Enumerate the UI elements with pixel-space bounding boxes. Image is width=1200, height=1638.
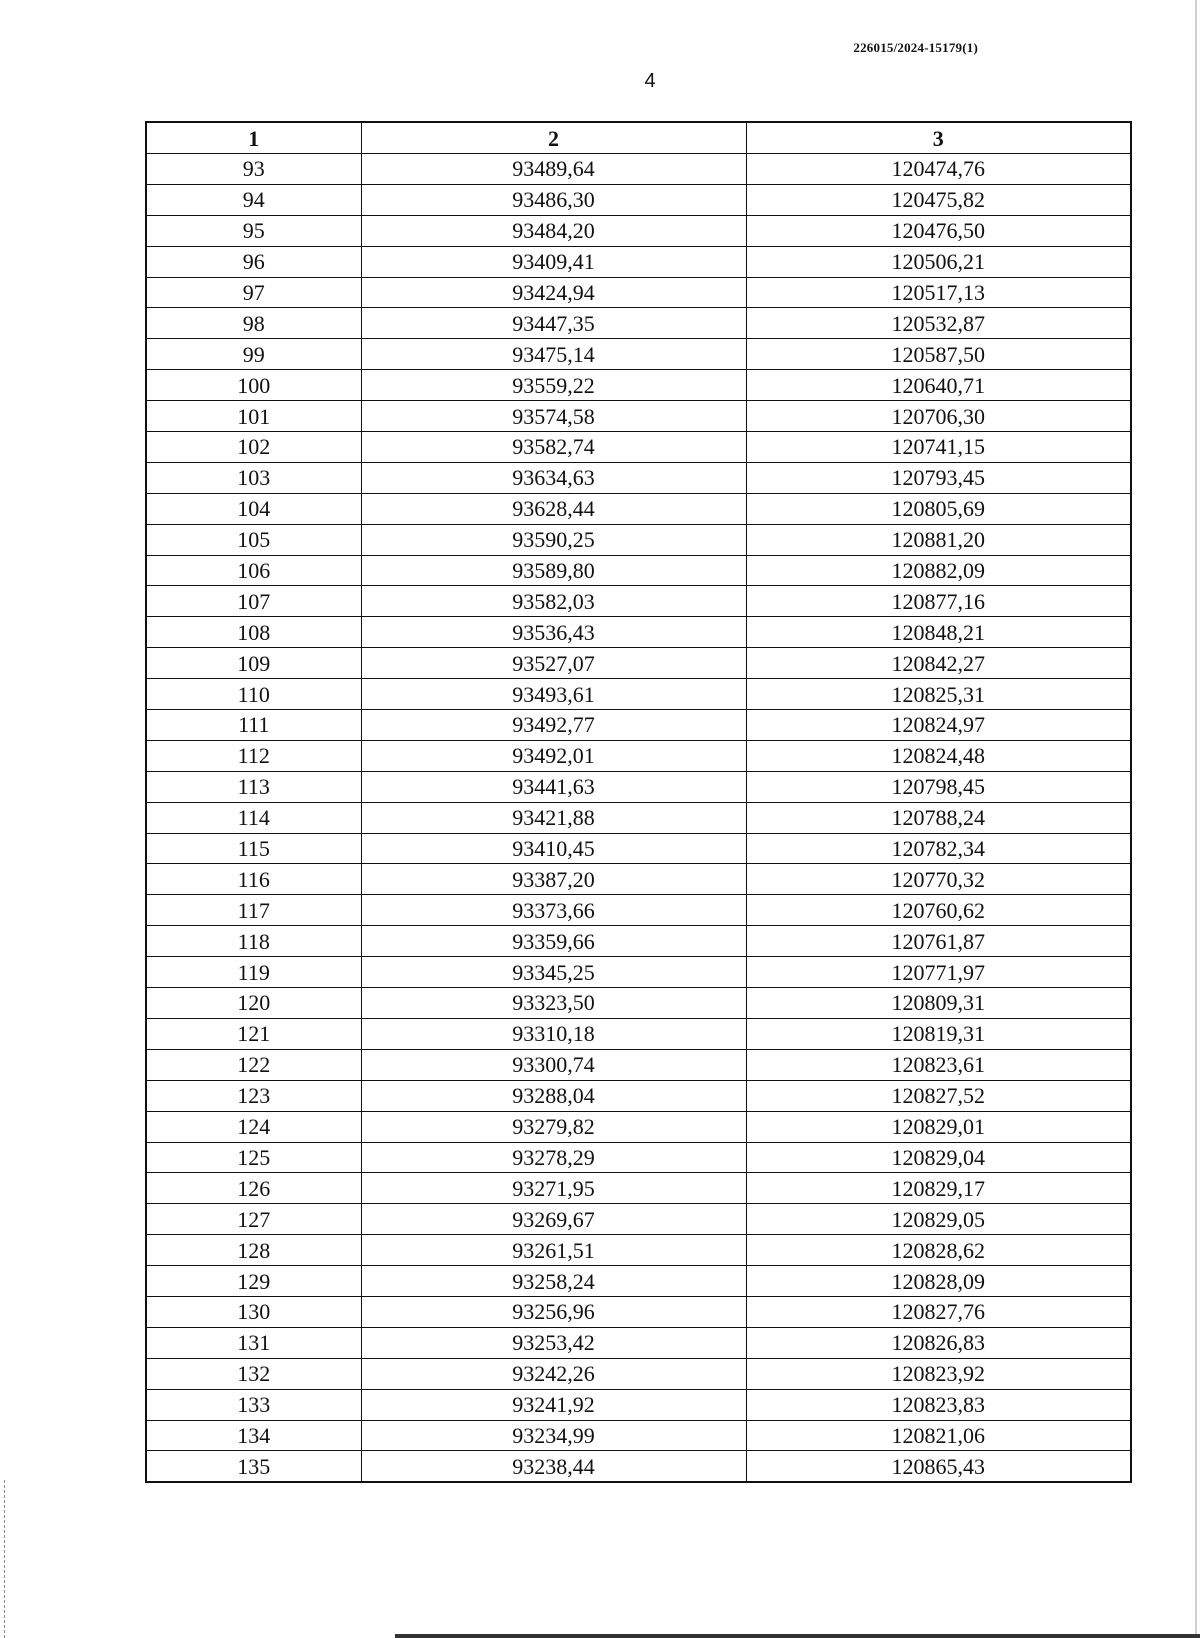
table-row — [146, 154, 1131, 185]
x-coordinate-cell: 93424,94 — [361, 277, 746, 308]
x-coordinate-cell: 93359,66 — [361, 926, 746, 957]
y-coordinate-cell: 120842,27 — [746, 648, 1131, 679]
x-coordinate-cell: 93410,45 — [361, 833, 746, 864]
y-coordinate-cell: 120828,62 — [746, 1235, 1131, 1266]
table-row — [146, 1080, 1131, 1111]
table-row — [146, 771, 1131, 802]
x-coordinate-cell: 93421,88 — [361, 802, 746, 833]
y-coordinate-cell: 120760,62 — [746, 895, 1131, 926]
table-row — [146, 988, 1131, 1019]
x-coordinate-cell: 93278,29 — [361, 1142, 746, 1173]
table-row — [146, 1049, 1131, 1080]
y-coordinate-cell: 120829,05 — [746, 1204, 1131, 1235]
x-coordinate-cell: 93441,63 — [361, 771, 746, 802]
x-coordinate-cell: 93234,99 — [361, 1420, 746, 1451]
point-number-cell: 135 — [146, 1451, 361, 1482]
table-row — [146, 864, 1131, 895]
x-coordinate-cell: 93323,50 — [361, 988, 746, 1019]
y-coordinate-cell: 120829,04 — [746, 1142, 1131, 1173]
table-row — [146, 586, 1131, 617]
x-coordinate-cell: 93258,24 — [361, 1266, 746, 1297]
y-coordinate-cell: 120823,83 — [746, 1389, 1131, 1420]
table-header-row — [146, 122, 1131, 154]
y-coordinate-cell: 120881,20 — [746, 524, 1131, 555]
y-coordinate-cell: 120761,87 — [746, 926, 1131, 957]
x-coordinate-cell: 93536,43 — [361, 617, 746, 648]
y-coordinate-cell: 120826,83 — [746, 1327, 1131, 1358]
x-coordinate-cell: 93409,41 — [361, 246, 746, 277]
table-row — [146, 1451, 1131, 1482]
point-number-cell: 106 — [146, 555, 361, 586]
x-coordinate-cell: 93527,07 — [361, 648, 746, 679]
point-number-cell: 125 — [146, 1142, 361, 1173]
table-row — [146, 617, 1131, 648]
x-coordinate-cell: 93492,77 — [361, 710, 746, 741]
x-coordinate-cell: 93475,14 — [361, 339, 746, 370]
table-row — [146, 215, 1131, 246]
point-number-cell: 109 — [146, 648, 361, 679]
x-coordinate-cell: 93253,42 — [361, 1327, 746, 1358]
x-coordinate-cell: 93589,80 — [361, 555, 746, 586]
y-coordinate-cell: 120706,30 — [746, 401, 1131, 432]
y-coordinate-cell: 120825,31 — [746, 679, 1131, 710]
x-coordinate-cell: 93493,61 — [361, 679, 746, 710]
y-coordinate-cell: 120640,71 — [746, 370, 1131, 401]
y-coordinate-cell: 120848,21 — [746, 617, 1131, 648]
table-row — [146, 370, 1131, 401]
y-coordinate-cell: 120770,32 — [746, 864, 1131, 895]
x-coordinate-cell: 93634,63 — [361, 462, 746, 493]
x-coordinate-cell: 93447,35 — [361, 308, 746, 339]
point-number-cell: 95 — [146, 215, 361, 246]
point-number-cell: 102 — [146, 432, 361, 463]
y-coordinate-cell: 120805,69 — [746, 493, 1131, 524]
point-number-cell: 129 — [146, 1266, 361, 1297]
point-number-cell: 134 — [146, 1420, 361, 1451]
y-coordinate-cell: 120532,87 — [746, 308, 1131, 339]
x-coordinate-cell: 93238,44 — [361, 1451, 746, 1482]
table-body — [146, 154, 1131, 1483]
y-coordinate-cell: 120741,15 — [746, 432, 1131, 463]
table-row — [146, 401, 1131, 432]
column-header-1: 1 — [146, 122, 361, 154]
table-row — [146, 648, 1131, 679]
y-coordinate-cell: 120882,09 — [746, 555, 1131, 586]
x-coordinate-cell: 93271,95 — [361, 1173, 746, 1204]
x-coordinate-cell: 93492,01 — [361, 740, 746, 771]
point-number-cell: 126 — [146, 1173, 361, 1204]
point-number-cell: 133 — [146, 1389, 361, 1420]
y-coordinate-cell: 120506,21 — [746, 246, 1131, 277]
table-row — [146, 493, 1131, 524]
x-coordinate-cell: 93345,25 — [361, 957, 746, 988]
x-coordinate-cell: 93241,92 — [361, 1389, 746, 1420]
scan-edge-left — [4, 1480, 6, 1638]
point-number-cell: 105 — [146, 524, 361, 555]
point-number-cell: 130 — [146, 1296, 361, 1327]
y-coordinate-cell: 120587,50 — [746, 339, 1131, 370]
x-coordinate-cell: 93582,74 — [361, 432, 746, 463]
x-coordinate-cell: 93574,58 — [361, 401, 746, 432]
y-coordinate-cell: 120782,34 — [746, 833, 1131, 864]
coordinates-table-container — [145, 121, 1130, 1483]
table-row — [146, 1389, 1131, 1420]
point-number-cell: 98 — [146, 308, 361, 339]
point-number-cell: 120 — [146, 988, 361, 1019]
table-row — [146, 1204, 1131, 1235]
point-number-cell: 96 — [146, 246, 361, 277]
point-number-cell: 100 — [146, 370, 361, 401]
column-header-2: 2 — [361, 122, 746, 154]
table-row — [146, 679, 1131, 710]
table-row — [146, 1420, 1131, 1451]
scan-edge-right — [1195, 0, 1197, 1638]
y-coordinate-cell: 120823,61 — [746, 1049, 1131, 1080]
x-coordinate-cell: 93300,74 — [361, 1049, 746, 1080]
table-row — [146, 462, 1131, 493]
point-number-cell: 127 — [146, 1204, 361, 1235]
point-number-cell: 107 — [146, 586, 361, 617]
point-number-cell: 110 — [146, 679, 361, 710]
page-number: 4 — [644, 70, 656, 92]
y-coordinate-cell: 120821,06 — [746, 1420, 1131, 1451]
point-number-cell: 108 — [146, 617, 361, 648]
table-row — [146, 524, 1131, 555]
point-number-cell: 101 — [146, 401, 361, 432]
x-coordinate-cell: 93261,51 — [361, 1235, 746, 1266]
table-row — [146, 740, 1131, 771]
table-row — [146, 1296, 1131, 1327]
y-coordinate-cell: 120809,31 — [746, 988, 1131, 1019]
x-coordinate-cell: 93489,64 — [361, 154, 746, 185]
table-row — [146, 1266, 1131, 1297]
point-number-cell: 97 — [146, 277, 361, 308]
y-coordinate-cell: 120827,52 — [746, 1080, 1131, 1111]
table-row — [146, 1358, 1131, 1389]
x-coordinate-cell: 93269,67 — [361, 1204, 746, 1235]
table-row — [146, 308, 1131, 339]
table-row — [146, 1327, 1131, 1358]
table-row — [146, 957, 1131, 988]
x-coordinate-cell: 93582,03 — [361, 586, 746, 617]
point-number-cell: 124 — [146, 1111, 361, 1142]
column-header-3: 3 — [746, 122, 1131, 154]
point-number-cell: 114 — [146, 802, 361, 833]
x-coordinate-cell: 93484,20 — [361, 215, 746, 246]
x-coordinate-cell: 93373,66 — [361, 895, 746, 926]
y-coordinate-cell: 120517,13 — [746, 277, 1131, 308]
table-row — [146, 246, 1131, 277]
x-coordinate-cell: 93310,18 — [361, 1018, 746, 1049]
point-number-cell: 121 — [146, 1018, 361, 1049]
point-number-cell: 132 — [146, 1358, 361, 1389]
point-number-cell: 112 — [146, 740, 361, 771]
y-coordinate-cell: 120476,50 — [746, 215, 1131, 246]
table-row — [146, 339, 1131, 370]
x-coordinate-cell: 93242,26 — [361, 1358, 746, 1389]
table-row — [146, 1142, 1131, 1173]
point-number-cell: 122 — [146, 1049, 361, 1080]
scan-edge-bottom — [395, 1634, 1200, 1638]
x-coordinate-cell: 93628,44 — [361, 493, 746, 524]
y-coordinate-cell: 120474,76 — [746, 154, 1131, 185]
table-row — [146, 710, 1131, 741]
y-coordinate-cell: 120824,97 — [746, 710, 1131, 741]
table-row — [146, 277, 1131, 308]
y-coordinate-cell: 120771,97 — [746, 957, 1131, 988]
point-number-cell: 128 — [146, 1235, 361, 1266]
coordinates-table — [145, 121, 1132, 1483]
point-number-cell: 117 — [146, 895, 361, 926]
y-coordinate-cell: 120824,48 — [746, 740, 1131, 771]
table-row — [146, 926, 1131, 957]
table-row — [146, 1018, 1131, 1049]
table-row — [146, 1235, 1131, 1266]
table-row — [146, 802, 1131, 833]
x-coordinate-cell: 93486,30 — [361, 184, 746, 215]
point-number-cell: 123 — [146, 1080, 361, 1111]
x-coordinate-cell: 93590,25 — [361, 524, 746, 555]
x-coordinate-cell: 93279,82 — [361, 1111, 746, 1142]
point-number-cell: 119 — [146, 957, 361, 988]
table-row — [146, 555, 1131, 586]
point-number-cell: 94 — [146, 184, 361, 215]
x-coordinate-cell: 93256,96 — [361, 1296, 746, 1327]
y-coordinate-cell: 120823,92 — [746, 1358, 1131, 1389]
table-header — [146, 122, 1131, 154]
point-number-cell: 103 — [146, 462, 361, 493]
point-number-cell: 99 — [146, 339, 361, 370]
y-coordinate-cell: 120829,17 — [746, 1173, 1131, 1204]
table-row — [146, 184, 1131, 215]
point-number-cell: 115 — [146, 833, 361, 864]
point-number-cell: 131 — [146, 1327, 361, 1358]
table-row — [146, 1111, 1131, 1142]
y-coordinate-cell: 120475,82 — [746, 184, 1131, 215]
y-coordinate-cell: 120827,76 — [746, 1296, 1131, 1327]
y-coordinate-cell: 120793,45 — [746, 462, 1131, 493]
point-number-cell: 113 — [146, 771, 361, 802]
table-row — [146, 833, 1131, 864]
table-row — [146, 895, 1131, 926]
x-coordinate-cell: 93288,04 — [361, 1080, 746, 1111]
y-coordinate-cell: 120828,09 — [746, 1266, 1131, 1297]
document-id: 226015/2024-15179(1) — [853, 40, 978, 55]
y-coordinate-cell: 120819,31 — [746, 1018, 1131, 1049]
y-coordinate-cell: 120865,43 — [746, 1451, 1131, 1482]
point-number-cell: 116 — [146, 864, 361, 895]
point-number-cell: 111 — [146, 710, 361, 741]
x-coordinate-cell: 93559,22 — [361, 370, 746, 401]
point-number-cell: 93 — [146, 154, 361, 185]
y-coordinate-cell: 120877,16 — [746, 586, 1131, 617]
table-row — [146, 1173, 1131, 1204]
point-number-cell: 118 — [146, 926, 361, 957]
table-row — [146, 432, 1131, 463]
point-number-cell: 104 — [146, 493, 361, 524]
y-coordinate-cell: 120788,24 — [746, 802, 1131, 833]
x-coordinate-cell: 93387,20 — [361, 864, 746, 895]
y-coordinate-cell: 120829,01 — [746, 1111, 1131, 1142]
y-coordinate-cell: 120798,45 — [746, 771, 1131, 802]
